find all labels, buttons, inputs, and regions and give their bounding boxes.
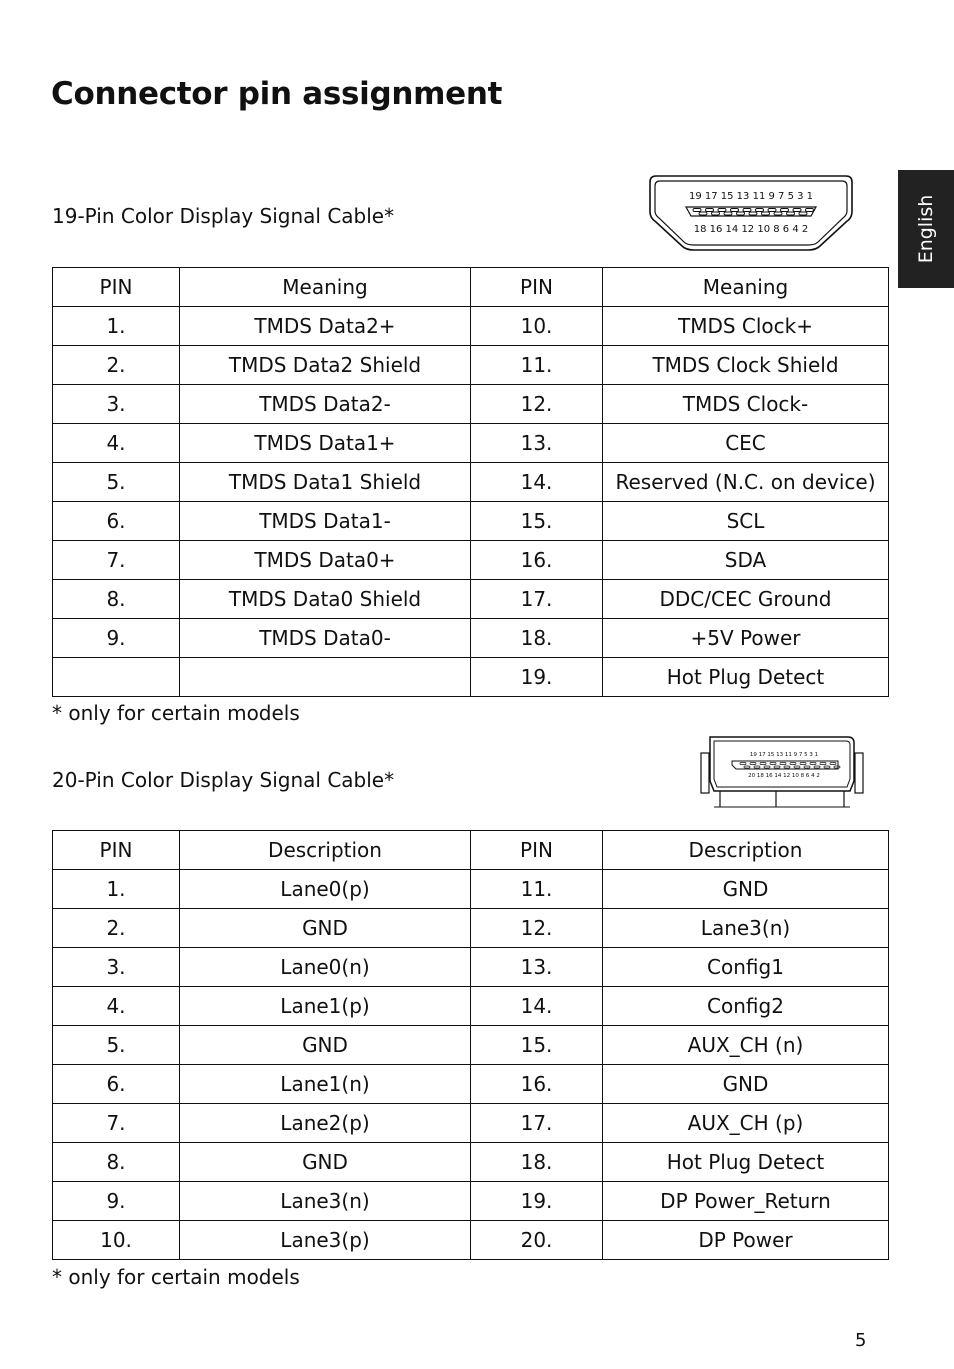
pin-cell: 5. — [53, 1026, 180, 1065]
meaning-cell: SCL — [603, 502, 889, 541]
description-cell: GND — [603, 1065, 889, 1104]
table-row — [53, 658, 889, 697]
meaning-cell: TMDS Data0 Shield — [180, 580, 471, 619]
meaning-cell: TMDS Data1 Shield — [180, 463, 471, 502]
language-tab-label: English — [915, 194, 937, 264]
meaning-cell: SDA — [603, 541, 889, 580]
description-cell: GND — [180, 1026, 471, 1065]
meaning-cell: DDC/CEC Ground — [603, 580, 889, 619]
hdmi-footnote: * only for certain models — [52, 701, 300, 725]
pin-cell: 6. — [53, 1065, 180, 1104]
pin-cell: 15. — [471, 1026, 603, 1065]
description-cell: GND — [180, 1143, 471, 1182]
dp-bottom-numbers: 20 18 16 14 12 10 8 6 4 2 — [748, 773, 820, 779]
pin-cell: 16. — [471, 541, 603, 580]
header-meaning: Meaning — [603, 268, 889, 307]
pin-cell: 7. — [53, 541, 180, 580]
meaning-cell — [180, 658, 471, 697]
meaning-cell: +5V Power — [603, 619, 889, 658]
description-cell: Hot Plug Detect — [603, 1143, 889, 1182]
pin-cell: 8. — [53, 580, 180, 619]
description-cell: AUX_CH (n) — [603, 1026, 889, 1065]
meaning-cell: TMDS Clock Shield — [603, 346, 889, 385]
meaning-cell: Reserved (N.C. on device) — [603, 463, 889, 502]
pin-cell: 11. — [471, 346, 603, 385]
table-row — [53, 987, 889, 1026]
meaning-cell: Hot Plug Detect — [603, 658, 889, 697]
pin-cell: 19. — [471, 658, 603, 697]
pin-cell: 17. — [471, 1104, 603, 1143]
table-header-row — [53, 268, 889, 307]
description-cell: Lane0(p) — [180, 870, 471, 909]
meaning-cell: TMDS Data2+ — [180, 307, 471, 346]
header-description: Description — [603, 831, 889, 870]
pin-cell: 18. — [471, 1143, 603, 1182]
meaning-cell: TMDS Data1+ — [180, 424, 471, 463]
description-cell: DP Power_Return — [603, 1182, 889, 1221]
pin-cell: 14. — [471, 987, 603, 1026]
table-row — [53, 948, 889, 987]
meaning-cell: TMDS Data0+ — [180, 541, 471, 580]
pin-cell: 1. — [53, 307, 180, 346]
dp-caption: 20-Pin Color Display Signal Cable* — [52, 768, 395, 792]
hdmi-caption: 19-Pin Color Display Signal Cable* — [52, 204, 395, 228]
table-row — [53, 346, 889, 385]
pin-cell: 11. — [471, 870, 603, 909]
header-pin: PIN — [471, 268, 603, 307]
description-cell: GND — [180, 909, 471, 948]
description-cell: DP Power — [603, 1221, 889, 1260]
header-pin: PIN — [471, 831, 603, 870]
description-cell: Config2 — [603, 987, 889, 1026]
header-pin: PIN — [53, 831, 180, 870]
table-row — [53, 385, 889, 424]
table-row — [53, 541, 889, 580]
meaning-cell: TMDS Clock- — [603, 385, 889, 424]
description-cell: Lane0(n) — [180, 948, 471, 987]
pin-cell: 8. — [53, 1143, 180, 1182]
description-cell: Lane1(n) — [180, 1065, 471, 1104]
pin-cell: 6. — [53, 502, 180, 541]
table-row — [53, 909, 889, 948]
table-row — [53, 619, 889, 658]
table-row — [53, 580, 889, 619]
table-row — [53, 424, 889, 463]
table-row — [53, 870, 889, 909]
pin-cell: 4. — [53, 424, 180, 463]
meaning-cell: TMDS Data2- — [180, 385, 471, 424]
hdmi-bottom-numbers: 18 16 14 12 10 8 6 4 2 — [693, 224, 809, 235]
table-row — [53, 307, 889, 346]
description-cell: Lane3(n) — [180, 1182, 471, 1221]
pin-cell: 9. — [53, 619, 180, 658]
table-header-row — [53, 831, 889, 870]
pin-cell: 17. — [471, 580, 603, 619]
meaning-cell: TMDS Clock+ — [603, 307, 889, 346]
header-pin: PIN — [53, 268, 180, 307]
pin-cell: 16. — [471, 1065, 603, 1104]
pin-cell: 14. — [471, 463, 603, 502]
meaning-cell: TMDS Data0- — [180, 619, 471, 658]
page-title: Connector pin assignment — [51, 76, 503, 112]
pin-cell: 1. — [53, 870, 180, 909]
description-cell: Config1 — [603, 948, 889, 987]
dp-footnote: * only for certain models — [52, 1265, 300, 1289]
description-cell: Lane1(p) — [180, 987, 471, 1026]
hdmi-connector-icon — [648, 174, 854, 252]
meaning-cell: TMDS Data2 Shield — [180, 346, 471, 385]
meaning-cell: TMDS Data1- — [180, 502, 471, 541]
table-row — [53, 1182, 889, 1221]
pin-cell: 9. — [53, 1182, 180, 1221]
hdmi-pin-table — [52, 267, 889, 697]
pin-cell: 18. — [471, 619, 603, 658]
hdmi-top-numbers: 19 17 15 13 11 9 7 5 3 1 — [688, 191, 814, 202]
description-cell: GND — [603, 870, 889, 909]
pin-cell: 19. — [471, 1182, 603, 1221]
pin-cell: 7. — [53, 1104, 180, 1143]
table-row — [53, 1026, 889, 1065]
pin-cell: 10. — [471, 307, 603, 346]
table-row — [53, 1221, 889, 1260]
description-cell: Lane2(p) — [180, 1104, 471, 1143]
description-cell: AUX_CH (p) — [603, 1104, 889, 1143]
pin-cell: 12. — [471, 909, 603, 948]
table-row — [53, 463, 889, 502]
pin-cell: 20. — [471, 1221, 603, 1260]
language-tab — [898, 170, 954, 288]
pin-cell: 4. — [53, 987, 180, 1026]
pin-cell: 3. — [53, 385, 180, 424]
pin-cell: 15. — [471, 502, 603, 541]
pin-cell — [53, 658, 180, 697]
description-cell: Lane3(p) — [180, 1221, 471, 1260]
description-cell: Lane3(n) — [603, 909, 889, 948]
page-number: 5 — [855, 1330, 867, 1351]
pin-cell: 12. — [471, 385, 603, 424]
pin-cell: 5. — [53, 463, 180, 502]
displayport-connector-icon — [700, 735, 864, 811]
table-row — [53, 1143, 889, 1182]
meaning-cell: CEC — [603, 424, 889, 463]
pin-cell: 13. — [471, 424, 603, 463]
table-row — [53, 502, 889, 541]
pin-cell: 2. — [53, 346, 180, 385]
pin-cell: 10. — [53, 1221, 180, 1260]
table-row — [53, 1104, 889, 1143]
dp-pin-table — [52, 830, 889, 1260]
table-row — [53, 1065, 889, 1104]
header-meaning: Meaning — [180, 268, 471, 307]
pin-cell: 3. — [53, 948, 180, 987]
pin-cell: 13. — [471, 948, 603, 987]
header-description: Description — [180, 831, 471, 870]
dp-top-numbers: 19 17 15 13 11 9 7 5 3 1 — [749, 752, 819, 758]
pin-cell: 2. — [53, 909, 180, 948]
